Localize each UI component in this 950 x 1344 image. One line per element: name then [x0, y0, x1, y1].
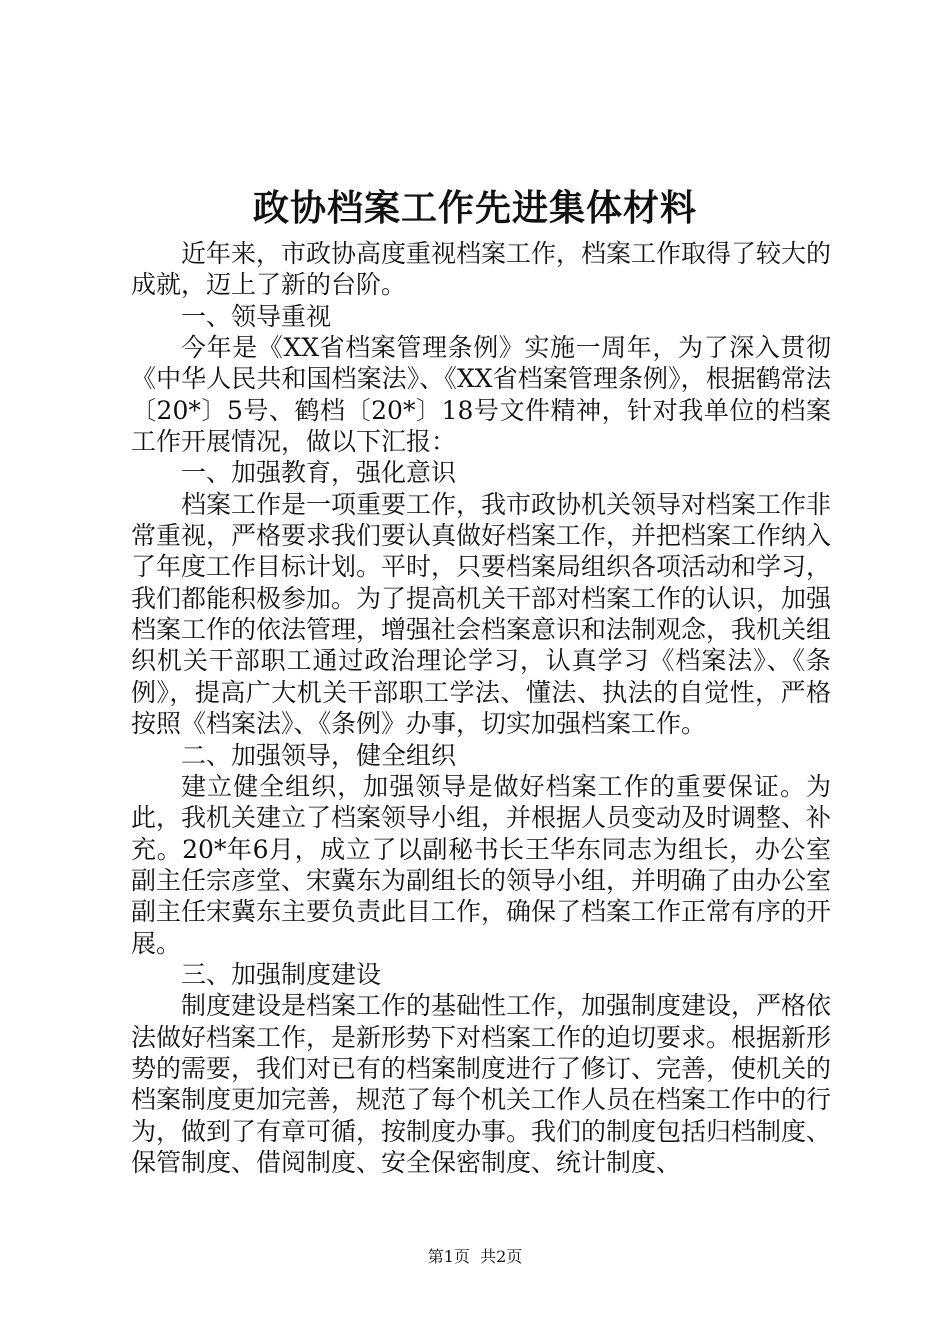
page-number: 第1页 — [427, 1247, 470, 1266]
paragraph-intro: 近年来，市政协高度重视档案工作，档案工作取得了较大的成就，迈上了新的台阶。 — [131, 239, 832, 300]
section-heading-organization: 二、加强领导，健全组织 — [181, 740, 457, 770]
document-title: 政协档案工作先进集体材料 — [252, 187, 697, 229]
paragraph-system: 制度建设是档案工作的基础性工作，加强制度建设，严格依法做好档案工作，是新形势下对档案工作的迫切要求。根据新形势的需要，我们对已有的档案制度进行了修订、完善，使机关的档案制度更加完善，规范了每个机关工作人员在档案工作中的行为，做到了有章可循，按制度办事。我们的制度包括归档制度、保管制度、借阅制度、安全保密制度、统计制度、 — [131, 991, 832, 1177]
section-heading-education: 一、加强教育，强化意识 — [181, 458, 457, 488]
paragraph-education: 档案工作是一项重要工作，我市政协机关领导对档案工作非常重视，严格要求我们要认真做好档案工作，并把档案工作纳入了年度工作目标计划。平时，只要档案局组织各项活动和学习，我们都能积极参加。为了提高机关干部对档案工作的认识，加强档案工作的依法管理，增强社会档案意识和法制观念，我机关组织机关干部职工通过政治理论学习，认真学习《档案法》、《条例》，提高广大机关干部职工学法、懂法、执法的自觉性，严格按照《档案法》、《条例》办事，切实加强档案工作。 — [131, 489, 832, 739]
document-body — [131, 238, 831, 1178]
section-heading-system: 三、加强制度建设 — [181, 959, 382, 989]
page-total: 共2页 — [480, 1247, 523, 1266]
page-footer — [0, 1245, 950, 1269]
paragraph-report: 今年是《XX省档案管理条例》实施一周年，为了深入贯彻《中华人民共和国档案法》、《XX省档案管理条例》，根据鹤常法〔20*〕5号、鹤档〔20*〕18号文件精神，针对我单位的档案工作开展情况，做以下汇报： — [131, 333, 831, 457]
section-heading-leadership: 一、领导重视 — [181, 301, 332, 331]
paragraph-organization: 建立健全组织，加强领导是做好档案工作的重要保证。为此，我机关建立了档案领导小组，并根据人员变动及时调整、补充。20*年6月，成立了以副秘书长王华东同志为组长，办公室副主任宗彦堂、宋冀东为副组长的领导小组，并明确了由办公室副主任宋冀东主要负责此目工作，确保了档案工作正常有序的开展。 — [131, 771, 832, 958]
